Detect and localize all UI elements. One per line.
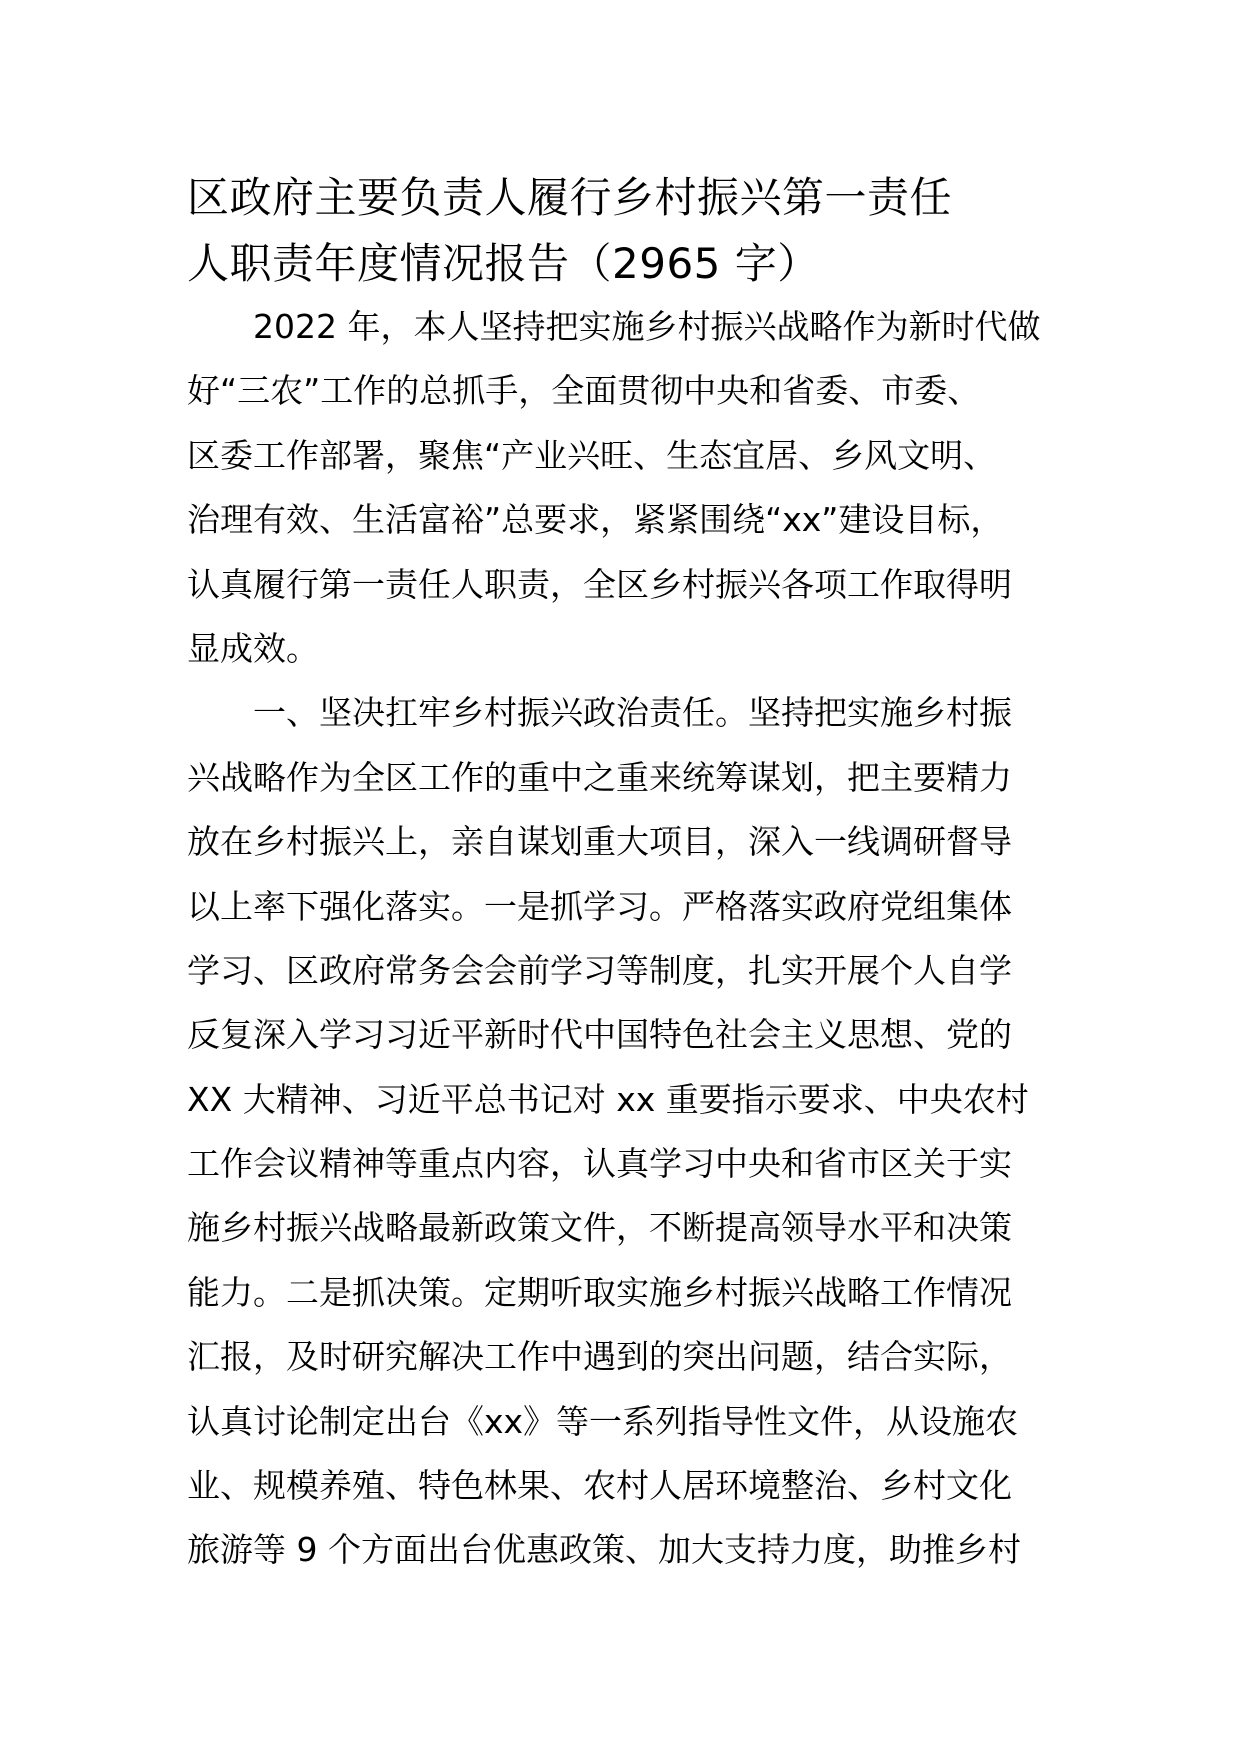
paragraph-line: 工作会议精神等重点内容，认真学习中央和省市区关于实: [187, 1144, 1012, 1184]
paragraph-line: 以上率下强化落实。一是抓学习。严格落实政府党组集体: [187, 886, 1012, 926]
paragraph-2: [187, 681, 1057, 1582]
title-line-2: 人职责年度情况报告（2965 字）: [187, 239, 820, 288]
paragraph-line: 认真履行第一责任人职责，全区乡村振兴各项工作取得明: [187, 564, 1012, 604]
paragraph-line: 2022 年，本人坚持把实施乡村振兴战略作为新时代做: [253, 307, 1041, 346]
paragraph-line: 旅游等 9 个方面出台优惠政策、加大支持力度，助推乡村: [187, 1530, 1021, 1570]
paragraph-line: 区委工作部署，聚焦“产业兴旺、生态宜居、乡风文明、: [187, 435, 997, 475]
paragraph-line: 汇报，及时研究解决工作中遇到的突出问题，结合实际，: [187, 1337, 1012, 1377]
paragraph-line: 兴战略作为全区工作的重中之重来统筹谋划，把主要精力: [187, 757, 1012, 797]
paragraph-1: [187, 295, 1057, 681]
paragraph-line: 业、规模养殖、特色林果、农村人居环境整治、乡村文化: [187, 1466, 1012, 1506]
paragraph-line: 能力。二是抓决策。定期听取实施乡村振兴战略工作情况: [187, 1272, 1012, 1312]
title-line-1: 区政府主要负责人履行乡村振兴第一责任: [187, 173, 953, 222]
paragraph-line: 反复深入学习习近平新时代中国特色社会主义思想、党的: [187, 1015, 1012, 1055]
paragraph-line: 一、坚决扛牢乡村振兴政治责任。坚持把实施乡村振: [253, 693, 1012, 733]
paragraph-line: 显成效。: [187, 628, 319, 668]
paragraph-line: 学习、区政府常务会会前学习等制度，扎实开展个人自学: [187, 950, 1012, 990]
document-body: [187, 295, 1057, 1583]
paragraph-line: 施乡村振兴战略最新政策文件，不断提高领导水平和决策: [187, 1208, 1012, 1248]
document-title: [187, 165, 1057, 297]
paragraph-line: 治理有效、生活富裕”总要求，紧紧围绕“xx”建设目标，: [187, 500, 1004, 540]
paragraph-line: XX 大精神、习近平总书记对 xx 重要指示要求、中央农村: [187, 1079, 1029, 1119]
paragraph-line: 放在乡村振兴上，亲自谋划重大项目，深入一线调研督导: [187, 822, 1012, 862]
paragraph-line: 好“三农”工作的总抓手，全面贯彻中央和省委、市委、: [187, 371, 981, 411]
paragraph-line: 认真讨论制定出台《xx》等一系列指导性文件，从设施农: [187, 1401, 1019, 1441]
